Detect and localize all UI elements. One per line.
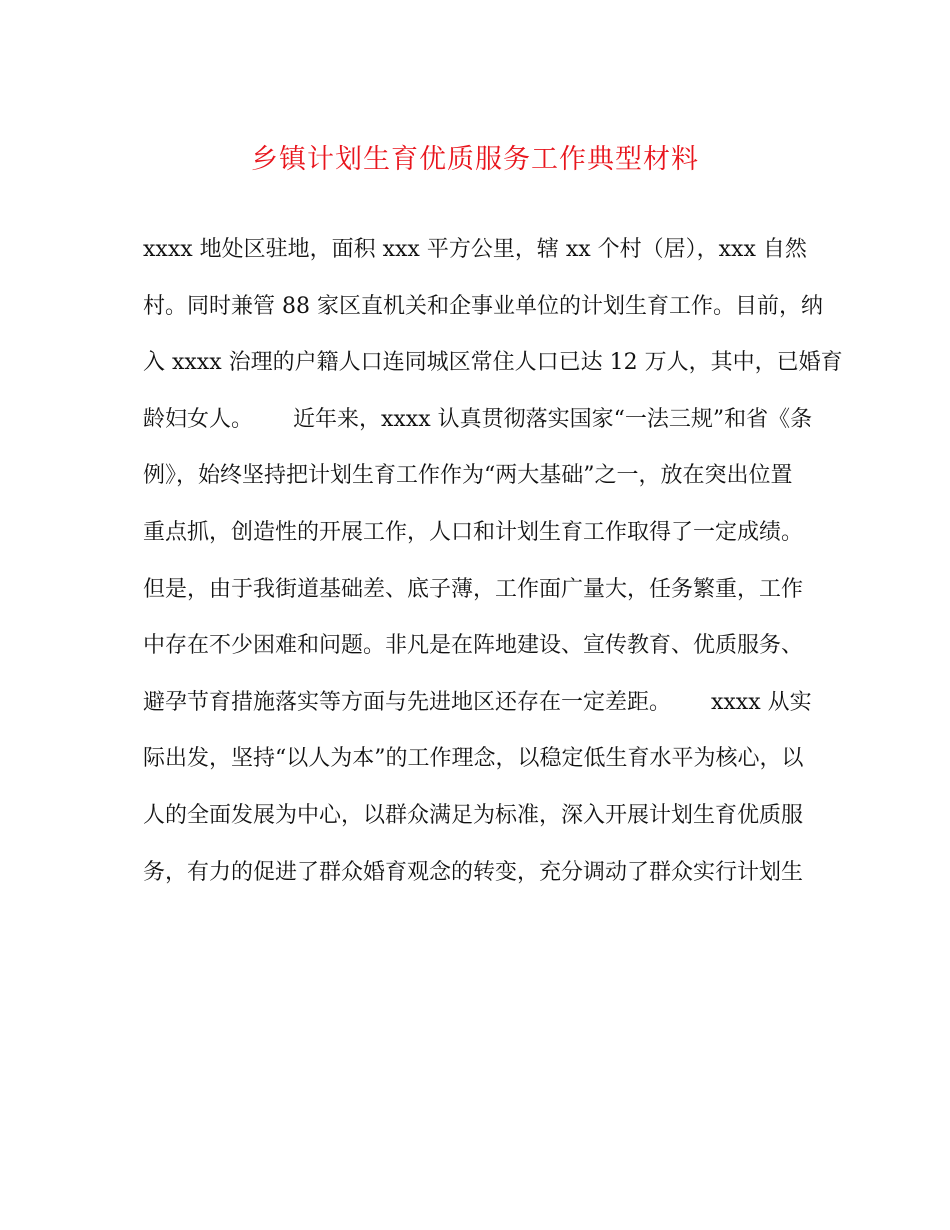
body-line: 重点抓，创造性的开展工作，人口和计划生育工作取得了一定成绩。 [143, 519, 804, 545]
body-line: 村。同时兼管 88 家区直机关和企事业单位的计划生育工作。目前，纳 [143, 293, 823, 319]
body-line: 龄妇女人。 近年来，xxxx 认真贯彻落实国家“一法三规”和省《条 [143, 406, 813, 432]
body-line: 但是，由于我街道基础差、底子薄，工作面广量大，任务繁重，工作 [143, 576, 804, 602]
body-line: 例》，始终坚持把计划生育工作作为“两大基础”之一，放在突出位置 [143, 463, 793, 489]
body-line: 避孕节育措施落实等方面与先进地区还存在一定差距。 xxxx 从实 [143, 689, 812, 715]
body-line: 人的全面发展为中心，以群众满足为标准，深入开展计划生育优质服 [143, 802, 804, 828]
document-body [143, 222, 843, 901]
body-line: 入 xxxx 治理的户籍人口连同城区常住人口已达 12 万人，其中，已婚育 [143, 350, 843, 376]
document-title: 乡镇计划生育优质服务工作典型材料 [251, 144, 699, 175]
body-line: xxxx 地处区驻地，面积 xxx 平方公里，辖 xx 个村（居），xxx 自然 [143, 237, 807, 262]
body-line: 中存在不少困难和问题。非凡是在阵地建设、宣传教育、优质服务、 [143, 633, 804, 659]
body-line: 务，有力的促进了群众婚育观念的转变，充分调动了群众实行计划生 [143, 859, 804, 885]
body-line: 际出发，坚持“以人为本”的工作理念，以稳定低生育水平为核心，以 [143, 746, 804, 772]
